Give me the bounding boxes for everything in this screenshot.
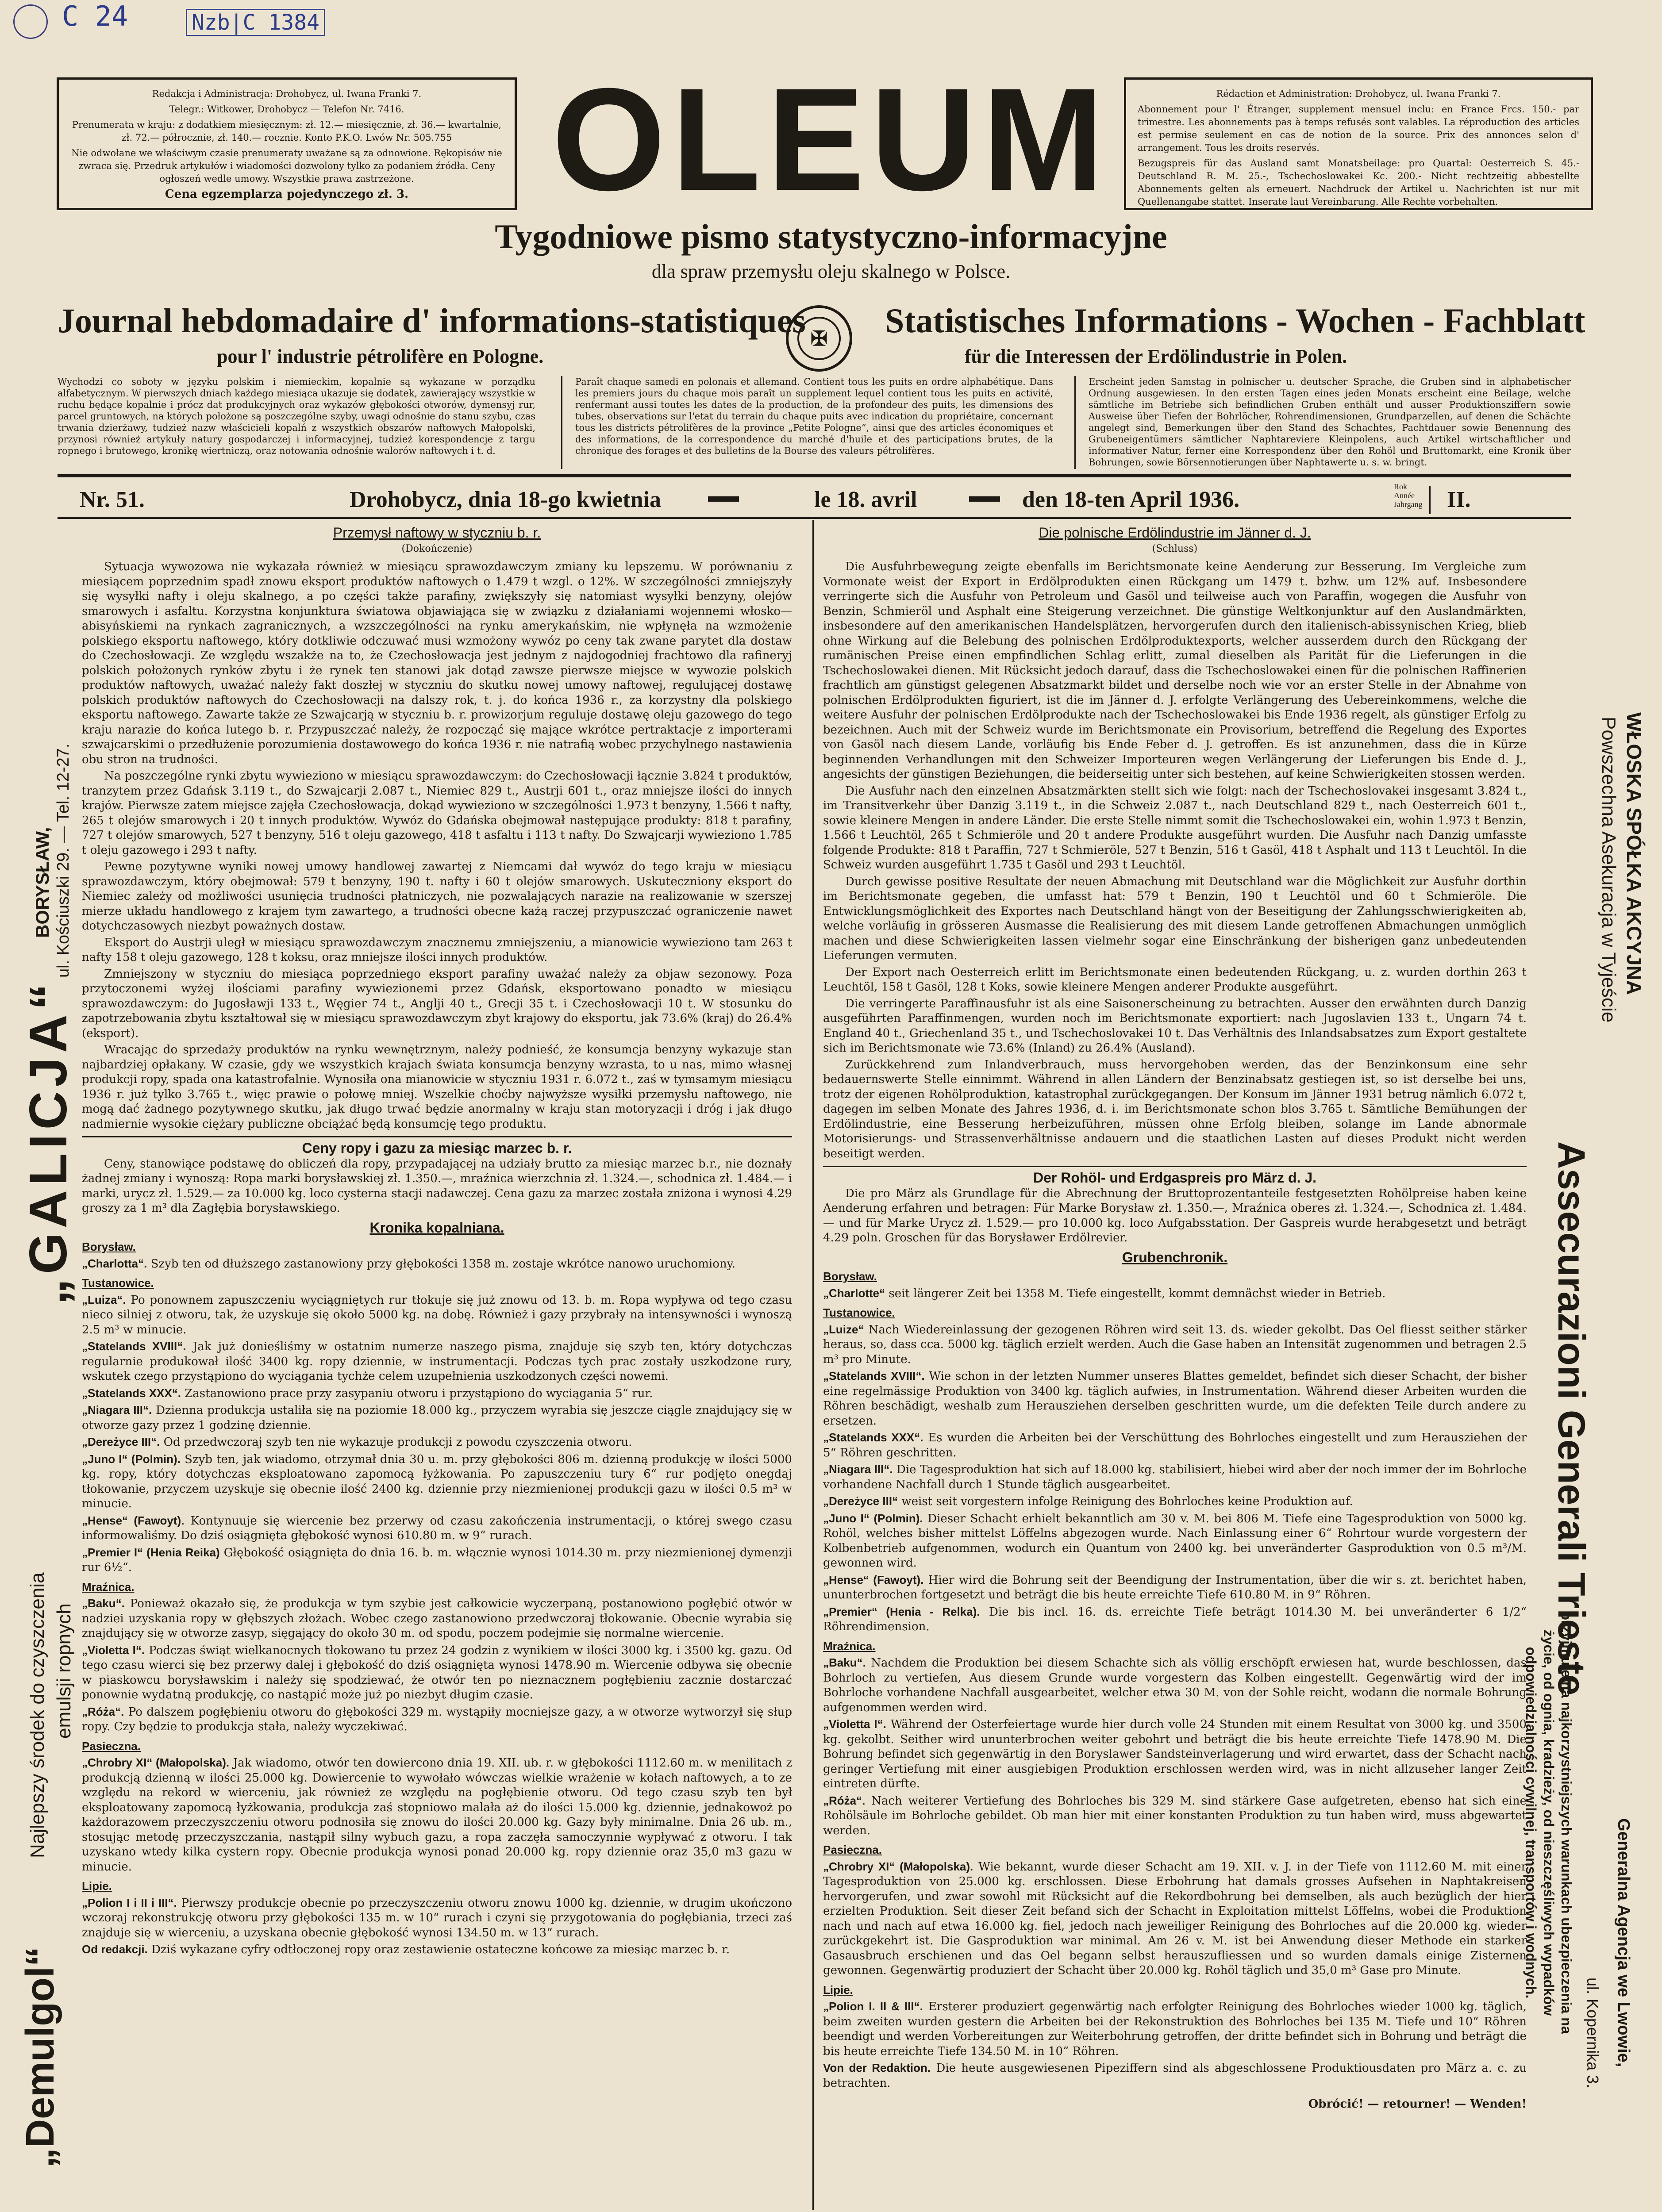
- well-name: „Luize“: [823, 1322, 864, 1336]
- well-report: Dzienna produkcja ustaliła się na poziomie 18.000 kg., przyczem wyrabia się jeszcze ciągle znajdujący się w otworze gazy przez 1 godzinę dziennie.: [82, 1404, 792, 1432]
- well-name: „Charlotte“: [823, 1286, 885, 1300]
- well-name: „Dereżyce III“: [823, 1494, 898, 1508]
- chronicle-entry: [82, 1403, 792, 1433]
- well-report: Podczas świąt wielkanocnych tłokowano tu przez 24 godzin z wynikiem w ilości 3000 kg. i 3500 kg. gazu. Od tego czasu wierci się bez przerwy dalej i głębokość do dziś osiągnięta wynosi 1478.90 m. Wiercenie odbywa się obecnie w piaskowcu borysławskim i należy się spodziewać, że otwór ten po nieznacznem pogłębieniu zacznie dostarczać ponownie wydatną produkcję, co nastąpić może już po niezbyt długim czasie.: [82, 1644, 792, 1701]
- year-label: [1394, 482, 1423, 509]
- well-report: Szyb ten, jak wiadomo, otrzymał dnia 30 u. m. przy głębokości 806 m. dzienną produkcję w ilości 5000 kg. ropy, który dotychczas eksploatowano zapomocą łyżkowania. Po zapuszczeniu tury 6“ rur podjęto onegdaj tłokowanie, przyczem uzyskuje się obecnie ilość 2400 kg. dziennie przy niezmienionej produkcji gazu w ilości 0.5 m³ w minucie.: [82, 1452, 792, 1510]
- paragraph: Ceny, stanowiące podstawę do obliczeń dla ropy, przypadającej na udziały brutto za miesiąc marzec b.r., nie doznały żadnej zmiany i wynoszą: Ropa marki borysławskiej zł. 1.350.—, mraźnica wierzchnia zł. 1.324.—, schodnica zł. 1.484.— i marki, urycz zł. 1.529.— za 10.000 kg. loco cysterna stacji nadawczej. Cena gazu za marzec została zniżona i wynosi 4.29 groszy za 1 m³ dla Zagłębia borysławskiego.: [82, 1157, 792, 1215]
- chronicle-entry: [82, 1435, 792, 1450]
- well-name: „Chrobry XI“ (Małopolska).: [82, 1756, 230, 1769]
- well-report: Es wurden die Arbeiten bei der Verschüttung des Bohrloches eingestellt und zum Herausziehen der 5“ Röhren geschritten.: [823, 1431, 1527, 1459]
- right-box-line: Rédaction et Administration: Drohobycz, ul. Iwana Franki 7.: [1216, 88, 1501, 99]
- well-report: Nach Wiedereinlassung der gezogenen Röhren wird seit 13. ds. wieder gekolbt. Das Oel fliesst seither stärker heraus, so, dass cca. 5000 kg. täglich erzielt werden. Auch die Gase haben an Intensität zugenommen und betragen 2.5 m³ pro Minute.: [823, 1323, 1527, 1366]
- chronicle-entry: [82, 1513, 792, 1544]
- chronicle-entry: [82, 1386, 792, 1402]
- left-box-price: Cena egzemplarza pojedynczego zł. 3.: [165, 188, 409, 201]
- year-label-1: Rok: [1394, 482, 1408, 491]
- well-report: Während der Osterfeiertage wurde hier durch volle 24 Stunden mit einem Resultat von 3000 kg. und 3500 kg. gekolbt. Seither wird ununterbrochen weiter gebohrt und beträgt die bis heute erreichte Tiefe 1478.90 M. Die Bohrung befindet sich gegenwärtig in den Boryslawer Sandsteinverlagerung und wird erwartet, dass der Schacht nach geringer Vertiefung mit einer ausgiebigen Produktion erschlossen werden wird, was in nicht allzuseher langer Zeit eintreten dürfte.: [823, 1718, 1527, 1790]
- well-name: „Baku“.: [823, 1656, 866, 1669]
- well-name: Od redakcji.: [82, 1943, 148, 1956]
- well-report: Dziś wykazane cyfry odtłoczonej ropy oraz zestawienie ostateczne końcowe za miesiąc marzec b. r.: [151, 1943, 730, 1956]
- left-box-line: Nie odwołane we właściwym czasie prenumeraty uważane są za odnowione. Rękopisów nie zwraca się. Przedruk artykułów i wiadomości dozwolony tylko za podaniem źródła. Ceny ogłoszeń wedle umowy. Wszystkie prawa zastrzeżone.: [71, 148, 502, 184]
- article-note: (Dokończenie): [401, 543, 473, 554]
- well-report: Wie schon in der letzten Nummer unseres Blattes gemeldet, befindet sich dieser Schacht, der bisher eine regelmässige Produktion von 3400 kg. täglich aufwies, in Instrumentation. Während dieser Arbeiten wurden die Röhren beschädigt, weshalb zum Herausziehen derselben geschritten wurde, um die defekten Teile durch andere zu ersetzen.: [823, 1370, 1527, 1428]
- date-fr: le 18. avril: [814, 487, 917, 512]
- well-report: Die Tagesproduktion hat sich auf 18.000 kg. stabilisiert, hiebei wird aber der noch immer der im Bohrloche vorhandene Nachfall durch 1 Stunde täglich ausgearbeitet.: [823, 1463, 1527, 1491]
- paragraph: Die Ausfuhr nach den einzelnen Absatzmärkten stellt sich wie folgt: nach der Tschechoslovakei insgesamt 3.824 t., im Transitverkehr über Danzig 3.119 t., in die Schweiz 2.087 t., nach Deutschland 829 t., nach Oesterreich 601 t., sowie kleinere Mengen in andere Länder. Die erste Stelle nimmt somit die Tschechoslowakei ein, wohin 1.973 t Benzin, 1.566 t Leuchtöl, 265 t Schmieröle und 20 t andere Produkte ausgeführt wurden. Die Ausfuhr nach Danzig umfasste folgende Produkte: 818 t Paraffin, 727 t Schmieröle, 527 t Benzin, 516 t Gasöl, 418 t Asphalt und 113 t Leuchtöl. In die Schweiz wurden ausgeführt 1.735 t Gasöl und 293 t Leuchtöl.: [823, 784, 1527, 872]
- chronicle-entry: [823, 1573, 1527, 1603]
- ad-galicja-brand: „GALICJA“: [19, 979, 78, 1305]
- divider: [561, 376, 562, 469]
- well-report: Nachdem die Produktion bei diesem Schachte sich als völlig erschöpft erwiesen hat, wurde beschlossen, das Bohrloch zu vertiefen, Aus diesem Grunde wurde vorgestern das Kolben eingestellt. Gegenwärtig wird der im Bohrloche vorhandene Nachfall ausgearbeitet, welcher etwa 30 M. von der Sohle reicht, wodann die normale Bohrung aufgenommen werden wird.: [823, 1656, 1527, 1714]
- well-name: „Premier I“ (Henia Reika): [82, 1545, 220, 1559]
- chronicle-entry: [823, 1322, 1527, 1367]
- chronicle-entry: [823, 1462, 1527, 1492]
- well-report: Kontynuuje się wiercenie bez przerwy od czasu zakończenia instrumentacji, o której swego czasu informowaliśmy. Do dziś osiągnięta głębokość wynosi 610.80 m. w 9“ rurach.: [82, 1514, 792, 1542]
- well-name: „Juno I“ (Polmin).: [82, 1452, 181, 1466]
- closing-note: Obrócić! — retourner! — Wenden!: [1308, 2097, 1527, 2111]
- column-divider: [812, 520, 814, 2210]
- section-heading: Ceny ropy i gazu za miesiąc marzec b. r.: [82, 1136, 792, 1156]
- chronicle-entry: [823, 2061, 1527, 2091]
- ad-demulgol-brand: „Demulgol“: [18, 1946, 62, 2168]
- chronicle-entry: [82, 1545, 792, 1575]
- date-de: den 18-ten April 1936.: [1022, 487, 1240, 512]
- subtitle-pl-2: dla spraw przemysłu oleju skalnego w Polsce.: [651, 261, 1011, 282]
- well-report: Die bis incl. 16. ds. erreichte Tiefe beträgt 1014.30 M. bei unveränderter 6 1/2“ Röhrendimension.: [823, 1605, 1527, 1633]
- intro-pl: Wychodzi co soboty w języku polskim i niemieckim, kopalnie są wykazane w porządku alfabetycznym. W pierwszych dniach każdego miesiąca ukazuje się dodatek, zawierający wszystkie w ruchu będące kopalnie i prócz dat produkcyjnych oraz wykazów głębokości otworów, dymensyj rur, parcel gruntowych, na których położone są poszczególne szyby, uwagi odnośnie do stanu szybu, czas trwania dzierżawy, tudzież nazw właścicieli kopalń z wszystkich obszarów naftowych Małopolski, przynosi również artykuły natury gospodarczej i informacyjnej, tudzież korespondencje z targu ropnego i brutowego, kronikę wiertniczą, oraz notowania odnośnie walorów naftowych i t. d.: [58, 376, 535, 456]
- ad-demulgol-line1: Najlepszy środek do czyszczenia: [27, 1572, 48, 1858]
- monogram-logo-icon: ✠: [786, 305, 852, 372]
- chronicle-entry: [82, 1339, 792, 1384]
- chronicle-location: Pasieczna.: [82, 1739, 141, 1753]
- left-box-line: Prenumerata w kraju: z dodatkiem miesięcznym: zł. 12.— miesięcznie, zł. 36.— kwartalnie, zł. 72.— półrocznie, zł. 140.— rocznie. Konto P.K.O. Lwów Nr. 505.755: [72, 119, 502, 143]
- right-box-line: Bezugspreis für das Ausland samt Monatsbeilage: pro Quartal: Oesterreich S. 45.- Deutschland R. M. 25.-, Tschechoslowakei Kc. 200.- Nicht rechtzeitig abbestellte Abonnements gelten als erneuert. Nachdruck der Artikel u. Nachrichten ist nur mit Quellenangabe stattet. Inserate laut Vereinbarung. Alle Rechte vorbehalten.: [1138, 158, 1579, 207]
- subtitle-fr: Journal hebdomadaire d' informations-statistiques: [58, 301, 806, 340]
- divider: [1429, 486, 1431, 514]
- paragraph: Der Export nach Oesterreich erlitt im Berichtsmonate einen bedeutenden Rückgang, u. z. wurden dorthin 263 t Leuchtöl, 158 t Gasöl, 128 t Koks, sowie kleinere Mengen anderer Produkte ausgeführt.: [823, 965, 1527, 994]
- chronicle-entry: [82, 1896, 792, 1941]
- well-name: „Niagara III“.: [82, 1403, 152, 1417]
- chronicle-entry: [82, 1293, 792, 1338]
- well-name: „Charlotta“.: [82, 1256, 147, 1270]
- chronicle-entry: [82, 1452, 792, 1512]
- date-pl: Drohobycz, dnia 18-go kwietnia: [350, 487, 661, 512]
- article-column-de: [823, 521, 1527, 2211]
- chronicle-location: Borysław.: [82, 1240, 136, 1253]
- chronicle-entry: [82, 1596, 792, 1641]
- well-name: „Chrobry XI“ (Małopolska).: [823, 1859, 973, 1873]
- well-name: „Statelands XXX“.: [823, 1431, 923, 1444]
- handwritten-mark-left: C 24: [62, 0, 128, 32]
- well-report: Głębokość osiągnięta do dnia 16. b. m. włącznie wynosi 1014.30 m. przy niezmienionej dymenzji rur 6½“.: [82, 1546, 792, 1574]
- chronicle-entry: [82, 1942, 792, 1958]
- well-name: „Violetta I“.: [82, 1643, 145, 1657]
- subtitle-pl: Tygodniowe pismo statystyczno-informacyjne: [495, 217, 1167, 256]
- chronicle-location: Borysław.: [823, 1270, 877, 1283]
- dash-separator: [969, 496, 1000, 502]
- dash-separator: [708, 496, 739, 502]
- well-name: „Luiza“.: [82, 1293, 126, 1306]
- well-name: „Statelands XXX“.: [82, 1386, 181, 1400]
- paragraph: Zmniejszony w styczniu do miesiąca poprzedniego eksport parafiny uważać należy za objaw sezonowy. Poza przytoczonemi wyżej ilościami parafiny wywiezionemi przez Gdańsk, eksportowano ponadto w miesiącu sprawozdawczym: do Jugosławji 133 t., Węgier 74 t., Anglji 40 t., Grecji 35 t. i Czechosłowacji 10 t. W stosunku do zapotrzebowania zbytu kształtował się w miesiącu sprawozdawczym zbyt krajowy do eksportu, jak 73.6% (kraj) do 26.4% (eksport).: [82, 967, 792, 1040]
- well-name: „Polion I i II i III“.: [82, 1896, 177, 1909]
- year-number: II.: [1447, 487, 1471, 512]
- well-report: Nach weiterer Vertiefung des Bohrloches bis 329 M. sind stärkere Gase aufgetreten, ebenso hat sich eine Rohölsäule im Bohrloche gebildet. Ob man hier mit einer konstanten Produktion zu tun haben wird, muss abgewartet werden.: [823, 1794, 1527, 1837]
- well-name: „Róża“.: [82, 1705, 124, 1718]
- ad-generali-line2: Powszechna Asekuracja w Tyjeście: [1598, 717, 1620, 1023]
- well-report: Ponieważ okazało się, że produkcja w tym szybie jest całkowicie wyczerpaną, postanowiono pogłębić otwór w nadziei uzyskania ropy w głębszych złożach. Wobec czego zastanowiono przedwczoraj tłokowanie. Obecnie wyrabia się znajdujący się w otworze zasyp, sięgający do około 30 m. od spodu, poczem podejmie się normalne wiercenie.: [82, 1597, 792, 1640]
- chronicle-entry: [823, 1999, 1527, 2059]
- paragraph: Pewne pozytywne wyniki nowej umowy handlowej zawartej z Niemcami dał wywóz do tego kraju w miesiącu sprawozdawczym, który obejmował: 579 t benzyny, 190 t. nafty i 60 t olejów smarowych. Uskuteczniony eksport do Niemiec zależy od możliwości usunięcia trudności płatniczych, nie pozwalających narazie na realizowanie w szerszej mierze układu handlowego z krajem tym zawartego, a trudności obecne każą raczej przypuszczać ograniczenie nawet dotychczasowych niezbyt poważnych dostaw.: [82, 860, 792, 933]
- chronicle-entry: [823, 1605, 1527, 1635]
- ad-galicja-address: ul. Kościuszki 29. — Tel. 12-27.: [54, 743, 73, 978]
- handwritten-mark-right: Nzb|C 1384: [186, 9, 325, 36]
- section-heading: Grubenchronik.: [1122, 1249, 1228, 1265]
- paragraph: Die verringerte Paraffinausfuhr ist als eine Saisonerscheinung zu betrachten. Ausser den erwähnten durch Danzig ausgeführten Paraffinmengen, wurden noch im Berichtsmonate exportiert: nach Jugoslavien 133 t., Ungarn 74 t. England 40 t., Griechenland 35 t., und Tschechoslovakei 10 t. Das Verhältnis des Inlandsabsatzes zum Export gestaltete sich im Berichtsmonate wie 73.6% (Inland) zu 26.4% (Ausland).: [823, 997, 1527, 1055]
- subtitle-de-2: für die Interessen der Erdölindustrie in Polen.: [965, 346, 1347, 367]
- well-name: „Hense“ (Fawoyt).: [823, 1573, 924, 1586]
- paragraph: Eksport do Austrji uległ w miesiącu sprawozdawczym znacznemu zmniejszeniu, a mianowicie wywieziono tam 263 t nafty 158 t oleju gazowego, 128 t koksu, oraz mniejsze ilości innych produktów.: [82, 936, 792, 964]
- ad-generali-address: ul. Kopernika 3.: [1584, 1978, 1602, 2089]
- well-name: „Niagara III“.: [823, 1463, 893, 1476]
- well-report: Od przedwczoraj szyb ten nie wykazuje produkcji z powodu czyszczenia otworu.: [163, 1436, 632, 1449]
- well-name: „Statelands XVIII“.: [823, 1369, 925, 1382]
- well-report: Pierwszy produkcje obecnie po przeczyszczeniu otworu znowu 1000 kg. dziennie, w drugim ukończono wczoraj rekonstrukcję otworu przy głębokości 135 m. w 10“ rurach i czyni się przygotowania do pogłębiania, trzeci zaś znajduje się w wierceniu, a uzyskana obecnie głębokość wynosi 134.50 m. w 13“ rurach.: [82, 1896, 792, 1939]
- chronicle-location: Lipie.: [823, 1983, 853, 1997]
- well-report: Dieser Schacht erhielt bekanntlich am 30 v. M. bei 806 M. Tiefe eine Tagesproduktion von 5000 kg. Rohöl, welches bisher mittelst Löffelns abgezogen wurde. Nach Einlassung einer 6“ Rohrtour wurde vorgestern der Kolbenbetrieb aufgenommen, wodurch ein Quantum von 2400 kg. bei unveränderter Gasproduktion von 0.5 m³/M. gewonnen wird.: [823, 1512, 1527, 1570]
- chronicle-entry: [82, 1755, 792, 1874]
- subtitle-fr-2: pour l' industrie pétrolifère en Pologne.: [217, 346, 544, 367]
- ad-generali-agency: Generalna Agencja we Lwowie,: [1614, 1818, 1633, 2067]
- subtitle-de: Statistisches Informations - Wochen - Fachblatt: [885, 301, 1585, 340]
- issue-number: Nr. 51.: [80, 487, 145, 512]
- intro-de: Erscheint jeden Samstag in polnischer u. deutscher Sprache, die Gruben sind in alphabetischer Ordnung ausgewiesen. In den ersten Tagen eines jeden Monats erscheint eine Beilage, welche sämtliche im Betriebe sich befindlichen Gruben enthält und ausser Produktionsziffern sowie Ausweise über Tiefen der Bohrlöcher, Rohrendimensionen, Grundparzellen, auf denen die Schächte angelegt sind, Bemerkungen über den Stand des Schachtes, Pachtdauer sowie Benennung des Grubeneigentümers sämtlicher Naphtareviere Kleinpolens, auch Artikel wirtschaftlicher und informativer Natur, ferner eine Korrespondenz über den Rohöl und Bruttomarkt, eine Kronik über Bohrungen, sowie Börsennotierungen über Naphtawerte u. s. w. bringt.: [1089, 376, 1571, 468]
- well-name: „Baku“.: [82, 1597, 125, 1610]
- chronicle-location: Mraźnica.: [823, 1639, 876, 1653]
- masthead-title: OLEUM: [552, 58, 1110, 221]
- paragraph: Die Ausfuhrbewegung zeigte ebenfalls im Berichtsmonate keine Aenderung zur Besserung. Im Vergleiche zum Vormonate weist der Export in Erdölprodukten einen Rückgang um 1479 t. bzhw. um 12% auf. Insbesondere verringerte sich die Ausfuhr von Petroleum und Gasöl und teilweise auch von Paraffin, wogegen die Ausfuhr von Benzin, Schmieröl und Asphalt eine Steigerung verzeichnet. Die günstige Weltkonjunktur auf den Auslandmärkten, insbesondere auf den amerikanischen Handelsplätzen, hervorgerufen durch den italienisch-abissynischen Krieg, blieb ohne Wirkung auf die Belebung des polnischen Erdölproduktexports, welcher ausserdem durch den Rückgang der rumänischen Preise einen empfindlichen Schlag erlitt, zumal dieselben als Parität für die Lieferungen in die Tschechoslowakei dienen. Mit Rücksicht jedoch darauf, dass die Tschechoslowakei einen für die polnischen Raffinerien frachtlich am günstigst gelegenen Absatzmarkt bildet und derselbe noch wie vor an erster Stelle in der Abnahme von polnischen Erdölprodukten figuriert, ist die im Jänner d. J. erfolgte Verlängerung des Uebereinkommens, welche die weitere Ausfuhr der polnischen Erdölprodukte nach der Tschechoslowakei bis Ende 1936 regelt, als günstiger Erfolg zu bezeichnen. Auch mit der Schweiz wurde im Berichtsmonate ein Provisorium, betreffend die Regelung des Exportes von Gasöl nach diesem Lande, vorläufig bis Ende Feber d. J. getroffen. Es ist anzunehmen, dass die in Kürze beginnenden Verhandlungen mit den Schweizer Importeuren wegen Verlängerung der Lieferungen bis Ende d. J., angesichts der günstigen Beziehungen, die beiderseitig unter sich bestehen, auf keine Schwierigkeiten stossen werden.: [823, 560, 1527, 781]
- left-box-line: Telegr.: Witkower, Drohobycz — Telefon Nr. 7416.: [169, 104, 404, 115]
- chronicle-location: Pasieczna.: [823, 1843, 882, 1856]
- article-heading: Die polnische Erdölindustrie im Jänner d. J.: [1039, 525, 1311, 541]
- chronicle-location: Tustanowice.: [823, 1306, 895, 1319]
- year-label-3: Jahrgang: [1394, 500, 1423, 509]
- article-column-pl: [82, 521, 792, 2211]
- well-report: Po ponownem zapuszczeniu wyciągniętych rur tłokuje się już znowu od 13. b. m. Ropa wypływa od tego czasu nieco silniej z otworu, tak, że uzyskuje się około 5000 kg. na dobę. Również i gazy przybrały na intensywności i wynoszą 2.5 m³ w minucie.: [82, 1293, 792, 1336]
- section-heading: Der Rohöl- und Erdgaspreis pro März d. J.: [823, 1166, 1527, 1186]
- well-name: Von der Redaktion.: [823, 2061, 931, 2074]
- well-report: Po dalszem pogłębieniu otworu do głębokości 329 m. wystąpiły mocniejsze gazy, a w otworze wytworzył się słup ropy. Czy będzie to produkcja stała, należy wyczekiwać.: [82, 1705, 792, 1733]
- section-heading: Kronika kopalniana.: [369, 1219, 504, 1236]
- well-name: „Statelands XVIII“.: [82, 1340, 186, 1353]
- article-note: (Schluss): [1152, 543, 1198, 554]
- ad-galicja-city: BORYSŁAW,: [32, 827, 53, 938]
- well-name: „Róża“.: [823, 1793, 866, 1807]
- paragraph: Die pro März als Grundlage für die Abrechnung der Bruttoprozentanteile festgesetzten Rohölpreise haben keine Aenderung erfahren und betragen: Für Marke Borysław zł. 1.350.—, Mraźnica oberes zł. 1.324.—, Schodnica zł. 1.484.— und für Marke Urycz zł. 1.529.— pro 10.000 kg. loco Aufgabsstation. Der Gaspreis wurde herabgesetzt und beträgt 4.29 poln. Groschen für das Borysławer Erdölrevier.: [823, 1187, 1527, 1244]
- article-heading: Przemysł naftowy w styczniu b. r.: [333, 525, 541, 541]
- well-report: Die heute ausgewiesenen Pipeziffern sind als abgeschlossene Produktiousdaten pro März a. c. zu betrachten.: [823, 2062, 1527, 2090]
- library-stamp-icon: [13, 4, 48, 39]
- ad-generali-brand: Assecurazioni Generali Trieste: [1550, 1141, 1593, 1696]
- paragraph: Wracając do sprzedaży produktów na rynku wewnętrznym, należy podnieść, że konsumcja benzyny wykazuje stan najbardziej opłakany. W czasie, gdy we wszystkich krajach świata konsumcja benzyny wzrasta, to u nas, mimo własnej produkcji ropy, spada ona katastrofalnie. Wynosiła ona mianowicie w styczniu 1931 r. 6.072 t., zaś w tymsamym miesiącu 1936 r. już tylko 3.765 t., więc prawie o połowę mniej. Wszelkie choćby najwyższe wysiłki przemysłu naftowego, nie mogą dać żadnego pozytywnego skutku, jak długo trwać będzie anormalny w kraju stan motoryzacji i dróg i jak długo nadmiernie wysokie ciężary publiczne obciążać będą konsumcję tego produktu.: [82, 1043, 792, 1131]
- well-report: weist seit vorgestern infolge Reinigung des Bohrloches keine Produktion auf.: [901, 1495, 1353, 1508]
- chronicle-location: Tustanowice.: [82, 1276, 154, 1290]
- rule-bottom: [58, 517, 1571, 519]
- paragraph: Na poszczególne rynki zbytu wywieziono w miesiącu sprawozdawczym: do Czechosłowacji łącznie 3.824 t produktów, tranzytem przez Gdańsk 3.119 t., do Szwajcarji 2.087 t., Niemiec 829 t., Austrji 601 t., oraz mniejsze ilości do innych krajów. Pierwsze zatem miejsce zajęła Czechosłowacja, dokąd wywieziono w szczególności 1.973 t benzyny, 1.566 t nafty, 265 t olejów smarowych i 20 t innych produktów. Wywóz do Gdańska obejmował następujące produkty: 818 t parafiny, 727 t olejów smarowych, 527 t benzyny, 516 t oleju gazowego, 418 t asfaltu i 113 t nafty. Do Szwajcarji wywieziono 1.785 t oleju gazowego i 293 t nafty.: [82, 769, 792, 857]
- paragraph: Sytuacja wywozowa nie wykazała również w miesiącu sprawozdawczym zmiany ku lepszemu. W porównaniu z miesiącem poprzednim spadł znowu eksport produktów naftowych o 1.479 t wzgl. o 12%. W szczególności zmniejszyły się wysyłki nafty i oleju skalnego, a po części także parafiny, zwiększyły się natomiast wysyłki benzyny, olejów smarowych i asfaltu. Korzystna konjunktura światowa objawiająca się w związku z działaniami wojennemi włosko—abisyńskiemi na rynkach zagranicznych, a wzszczególności na rynku amerykańskim, nie wpłynęła na wzmożenie polskiego eksportu naftowego, który dotkliwie odczuwać musi wzmożony wywóz po ceny tak zwane parytet dla dostaw do Czechosłowacji. Ze względu wszakże na to, że Czechosłowacja jest jednym z najdogodniej frachtowo dla rafineryj polskich położonych rynków zbytu i że rynek ten stanowi jak dotąd zawsze pierwsze miejsce w wywozie polskich produktów naftowych, uważać należy fakt doszłej w styczniu do skutku nowej umowy naftowej, regulującej dostawę polskich produktów naftowych do Czechosłowacji na dalszy rok, t. j. do końca 1936 r., za korzystny dla polskiego eksportu naftowego. Zawarte także ze Szwajcarją w styczniu b. r. prowizorjum reguluje dostawę oleju gazowego do tego kraju narazie do końca lutego b. r. Przypuszczać należy, że rozpocząć się mające wkrótce pertraktacje z importerami szwajcarskimi o przedłużenie porozumienia dostawowego do końca 1936 r. nie natrafią wobec przychylnego nastawienia obu stron na trudności.: [82, 560, 792, 766]
- chronicle-list: [82, 1240, 792, 1958]
- chronicle-entry: [823, 1859, 1527, 1978]
- chronicle-entry: [823, 1717, 1527, 1792]
- chronicle-entry: [82, 1705, 792, 1735]
- left-box-line: Redakcja i Administracja: Drohobycz, ul. Iwana Franki 7.: [152, 88, 422, 99]
- chronicle-entry: [823, 1430, 1527, 1460]
- well-report: Zastanowiono prace przy zasypaniu otworu i przystąpiono do wyciągania 5“ rur.: [185, 1386, 653, 1400]
- intro-fr: Paraît chaque samedi en polonais et allemand. Contient tous les puits en ordre alphabétique. Dans les premiers jours du chaque mois paraît un supplement lequel contient tous les puits en activité, renfermant aussi toutes les dates de la production, de la profondeur des puits, les dimensions des tubes, observations sur l'etat du terrain du chaque puits avec indication du propriétaire, concernant tous les districts pétrolifères de la province „Petite Pologne”, ainsi que des articles économiques et des informations, de la correspondence du marché d'huile et des participations brutes, de la chronique des forages et des bulletins de la Bourse des valeurs pétrolifères.: [575, 376, 1053, 456]
- paragraph: Zurückkehrend zum Inlandverbrauch, muss hervorgehoben werden, das der Benzinkonsum eine sehr bedauernswerte Stelle einnimmt. Während in allen Ländern der Benzinabsatz gestiegen ist, so ist derselbe bei uns, trotz der eigenen Rohölproduktion, katastrophal zurückgegangen. Der Konsum im Jänner 1931 betrug nämlich 6.072 t, dagegen im selben Monate des Jahres 1936, d. i. im Berichtsmonate schon blos 3.765 t. Sämtliche Bemühungen der Erdölindustrie, eine Besserung herbeizuführen, müssen ohne Erfolg bleiben, solange im Lande abnormale Motorisierungs- und Strassenverhältnisse andauern und die staatlichen Lasten auf dieses Produkt nicht werden beseitigt werden.: [823, 1058, 1527, 1160]
- chronicle-entry: [823, 1793, 1527, 1839]
- chronicle-entry: [82, 1256, 792, 1272]
- ad-generali-text: przyjmuje na najkorzystniejszych warunkach ubezpieczenia na życie, od ognia, kradzieży, od nieszczęśliwych wypadków odpowiedzialności cywilnej, transportów i wodnych.: [1523, 1611, 1574, 2034]
- well-name: „Juno I“ (Polmin).: [823, 1511, 923, 1525]
- well-name: „Violetta I“.: [823, 1717, 886, 1731]
- right-box-line: Abonnement pour l' Étranger, supplement mensuel inclu: en France Frcs. 150.- par trimestre. Les abonnements pas à temps refusés sont valables. La réproduction des articles est permise seulement en cas de notion de la source. Prix des annonces selon d' arrangement. Tous les droits reservés.: [1138, 104, 1579, 153]
- ad-generali-line1: WŁOSKA SPÓŁKA AKCYJNA: [1623, 712, 1646, 995]
- well-name: „Premier“ (Henia - Relka).: [823, 1605, 980, 1618]
- well-name: „Hense“ (Fawoyt).: [82, 1513, 185, 1527]
- chronicle-entry: [823, 1286, 1527, 1302]
- well-name: „Dereżyce III“.: [82, 1435, 160, 1448]
- well-report: Jak już donieśliśmy w ostatnim numerze naszego pisma, znajduje się szyb ten, który dotychczas regularnie produkował ilość 3400 kg. ropy dziennie, w instrumentacji. Podczas tych prac zostały uszkodzone rury, wskutek czego przystąpiono do wyciągania tychże celem uzupełnienia uszkodzonych części nowemi.: [82, 1340, 792, 1383]
- well-report: Ersterer produziert gegenwärtig nach erfolgter Reinigung des Bohrloches wieder 1000 kg. täglich, beim zweiten wurden gestern die Arbeiten bei der Rekonstruktion des Bohrloches bei 135 M. Tiefe und 10“ Röhren beendigt und werden Vorbereitungen zur Weiterbohrung getroffen, der dritte befindet sich in Bohrung und beträgt die bis heute erreichte Tiefe 134.50 M. in 10“ Röhren.: [823, 2000, 1527, 2058]
- year-label-2: Année: [1394, 491, 1415, 500]
- divider: [1074, 376, 1076, 469]
- well-report: Szyb ten od dłuższego zastanowiony przy głębokości 1358 m. zostaje wkrótce nanowo uruchomiony.: [150, 1257, 736, 1271]
- dateline: [58, 482, 1571, 518]
- chronicle-location: Mraźnica.: [82, 1580, 135, 1594]
- chronicle-location: Lipie.: [82, 1879, 112, 1893]
- chronicle-entry: [82, 1643, 792, 1703]
- chronicle-entry: [823, 1511, 1527, 1571]
- rule-top: [58, 474, 1571, 477]
- chronicle-entry: [823, 1655, 1527, 1715]
- well-name: „Polion I. II & III“.: [823, 2000, 923, 2013]
- paragraph: Durch gewisse positive Resultate der neuen Abmachung mit Deutschland war die Möglichkeit zur Ausfuhr dorthin im Berichtsmonate gegeben, die umfasst hat: 579 t Benzin, 190 t Leuchtöl und 60 t Schmieröle. Die Entwicklungsmöglichkeit des Exportes nach Deutschland hängt von der Beseitigung der Zahlungsschwierigkeiten ab, welche vorläufig in grösseren Ausmasse die Realisierung des mit diesem Lande getroffenen Abmachungen unmöglich machen und diese Schwierigkeiten lassen vielmehr sogar eine Einschränkung der bisherigen ganz unbedeutenden Lieferungen vermuten.: [823, 875, 1527, 962]
- ad-demulgol-line2: emulsji ropnych: [53, 1603, 75, 1739]
- chronicle-entry: [823, 1369, 1527, 1429]
- well-report: Wie bekannt, wurde dieser Schacht am 19. XII. v. J. in der Tiefe von 1112.60 M. mit einer Tagesproduktion von 25.000 kg. erschlossen. Diese Erbohrung hat damals grosses Aufsehen in Naphtakreisen hervorgerufen, und zwar sowohl mit Rücksicht auf die Rekordbohrung bei demselben, als auch bezüglich der hier erzielten Produktion. Seit dieser Zeit befand sich der Schacht in Exploitation mittelst Löffelns, wobei die Produktion nach und nach auf etwa 16.000 kg. fiel, jedoch nach jeweiliger Reinigung des Bohrloches auf die 20.000 kg. wieder zurückgekehrt ist. Die Gasproduktion war minimal. Am 26 v. M. ist bei Anwendung dieser Methode ein starker Gasausbruch erschienen und das Oel begann selbst herauszufliessen und so wurden damals einige Zisternen gewonnen. Gegenwärtig produziert der Schacht über 20.000 kg. Rohöl täglich und 35,0 m³ Gase pro Minute.: [823, 1860, 1527, 1977]
- chronicle-entry: [823, 1494, 1527, 1509]
- well-report: seit längerer Zeit bei 1358 M. Tiefe eingestellt, kommt demnächst wieder in Betrieb.: [889, 1286, 1386, 1300]
- well-report: Jak wiadomo, otwór ten dowiercono dnia 19. XII. ub. r. w głębokości 1112.60 m. w menilitach z produkcją dzienną w ilości 25.000 kg. Dowiercenie to wywołało wówczas wielkie wrażenie w kołach naftowych, a to ze względu na rekord w wierceniu, jak również ze względu na pogłębienie otworu. Od tego czasu szyb ten był eksploatowany zapomocą łyżkowania, produkcja zaś stopniowo malała aż do ilości 15.000 kg. dziennie, jednakowoż po każdorazowem przeczyszczeniu otworu podnosiła się znowu do ilości 20.000 kg. Gazy były minimalne. Dnia 26 ub. m., stosując metodę przeczyszczania, nastąpił silny wybuch gazu, a ropa zaczęła samoczynnie wypływać z otworu. I tak uzyskano wtedy kilka cystern ropy. Obecnie produkcja wynosi ponad 20.000 kg. ropy dziennie oraz 35,0 m3 gazu w minucie.: [82, 1756, 792, 1874]
- well-report: Hier wird die Bohrung seit der Beendigung der Instrumentation, über die wir s. zt. berichtet haben, ununterbrochen fortgesetzt und beträgt die bis heute erreichte Tiefe 610.80 M. in 9“ Röhren.: [823, 1573, 1527, 1601]
- chronicle-list: [823, 1269, 1527, 2091]
